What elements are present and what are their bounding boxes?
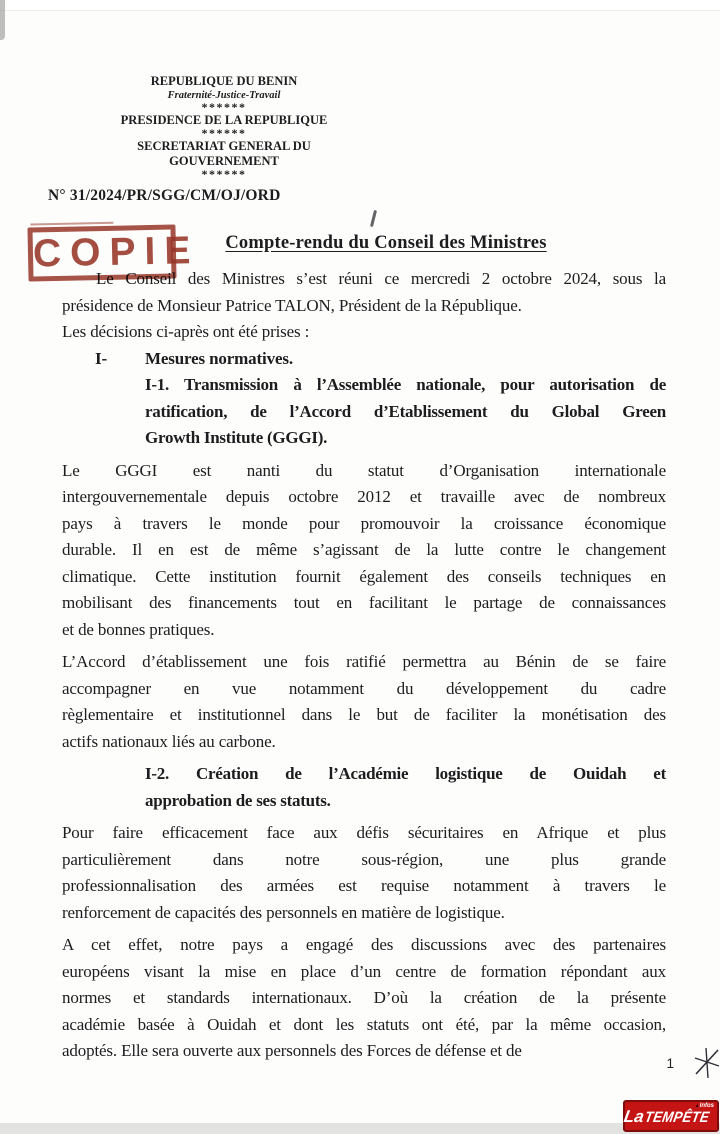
- text-line: actifs nationaux liés au carbone.: [62, 731, 276, 751]
- text-line: mobilisant des financements tout en facilitant le partage de connaissances: [62, 593, 666, 612]
- page-number: 1: [666, 1056, 674, 1071]
- text-line: I-1. Transmission à l’Assemblée nationale, pour autorisation de: [145, 375, 666, 394]
- text-line: I-2. Création de l’Académie logistique de Ouidah et: [145, 764, 666, 783]
- text-line: intergouvernementale depuis octobre 2012 et travaille avec de nombreux: [62, 487, 666, 506]
- text-line: climatique. Cette institution fournit également des conseils techniques en: [62, 566, 666, 586]
- text-line: approbation de ses statuts.: [145, 790, 331, 810]
- letterhead-secretariat-line1: SECRETARIAT GENERAL DU: [137, 139, 311, 153]
- logo-name: TEMPÊTE: [643, 1109, 711, 1126]
- letterhead-motto: Fraternité-Justice-Travail: [167, 90, 281, 101]
- section-title: Mesures normatives.: [145, 348, 293, 368]
- la-tempete-logo: [623, 1100, 719, 1132]
- text-line: pays à travers le monde pour promouvoir la croissance économique: [62, 513, 666, 533]
- text-line: particulièrement dans notre sous-région, une plus grande: [62, 849, 666, 869]
- text-line: L’Accord d’établissement une fois ratifié permettra au Bénin de se faire: [62, 652, 666, 671]
- paragraph: [62, 932, 666, 1065]
- subsection-heading: [145, 372, 666, 452]
- letterhead-country: REPUBLIQUE DU BENIN: [150, 74, 298, 88]
- section-number: I-: [95, 348, 107, 368]
- text-line: durable. Il en est de même s’agissant de la lutte contre le changement: [62, 540, 666, 559]
- logo-prefix: La: [622, 1107, 646, 1126]
- triangle-icon: ▲: [694, 1103, 700, 1109]
- separator-stars: ******: [201, 126, 247, 140]
- separator-stars: ******: [201, 167, 247, 181]
- document-title: Compte-rendu du Conseil des Ministres: [225, 233, 547, 253]
- text-line: accompagner en vue notamment du développement du cadre: [62, 678, 666, 698]
- subsection-heading: [145, 761, 666, 814]
- letterhead: [106, 74, 342, 180]
- letterhead-secretariat-line2: GOUVERNEMENT: [169, 154, 279, 168]
- logo-tagline: ▲Infos: [694, 1103, 714, 1109]
- logo-text: [623, 1108, 720, 1126]
- text-line: normes et standards internationaux. D’où la création de la présente: [62, 988, 666, 1007]
- text-line: Growth Institute (GGGI).: [145, 428, 328, 447]
- pen-mark-scribble: [692, 1044, 720, 1082]
- document-reference-number: N° 31/2024/PR/SGG/CM/OJ/ORD: [48, 187, 281, 204]
- text-line: Le GGGI est nanti du statut d’Organisation internationale: [62, 460, 666, 480]
- text-line: Le Conseil des Ministres s’est réuni ce mercredi 2 octobre 2024, sous la: [96, 269, 666, 288]
- scan-bottom-edge: [0, 1123, 720, 1134]
- text-line: et de bonnes pratiques.: [62, 619, 215, 639]
- paragraph: [62, 319, 666, 346]
- separator-stars: ******: [201, 100, 247, 114]
- section-heading: [62, 346, 666, 373]
- letterhead-presidency: PRESIDENCE DE LA REPUBLIQUE: [120, 113, 328, 127]
- text-line: règlementaire et institutionnel dans le but de faciliter la monétisation des: [62, 705, 666, 724]
- text-line: adoptés. Elle sera ouverte aux personnels des Forces de défense et de: [62, 1041, 522, 1060]
- text-line: A cet effet, notre pays a engagé des discussions avec des partenaires: [62, 935, 666, 954]
- text-line: européens visant la mise en place d’un centre de formation répondant aux: [62, 961, 666, 981]
- text-line: Les décisions ci-après ont été prises :: [62, 322, 310, 341]
- paragraph: [62, 820, 666, 926]
- text-line: professionnalisation des armées est requise notamment à travers le: [62, 876, 666, 895]
- text-line: Pour faire efficacement face aux défis sécuritaires en Afrique et plus: [62, 823, 666, 842]
- paragraph: [62, 649, 666, 755]
- text-line: renforcement de capacités des personnels en matière de logistique.: [62, 902, 505, 922]
- text-line: académie basée à Ouidah et dont les statuts ont été, par la même occasion,: [62, 1014, 666, 1034]
- text-line: ratification, de l’Accord d’Etablissement du Global Green: [145, 401, 666, 421]
- document-body: [62, 266, 666, 1065]
- text-line: présidence de Monsieur Patrice TALON, Président de la République.: [62, 295, 522, 315]
- paragraph: [62, 458, 666, 644]
- copie-stamp: COPIE: [27, 224, 176, 281]
